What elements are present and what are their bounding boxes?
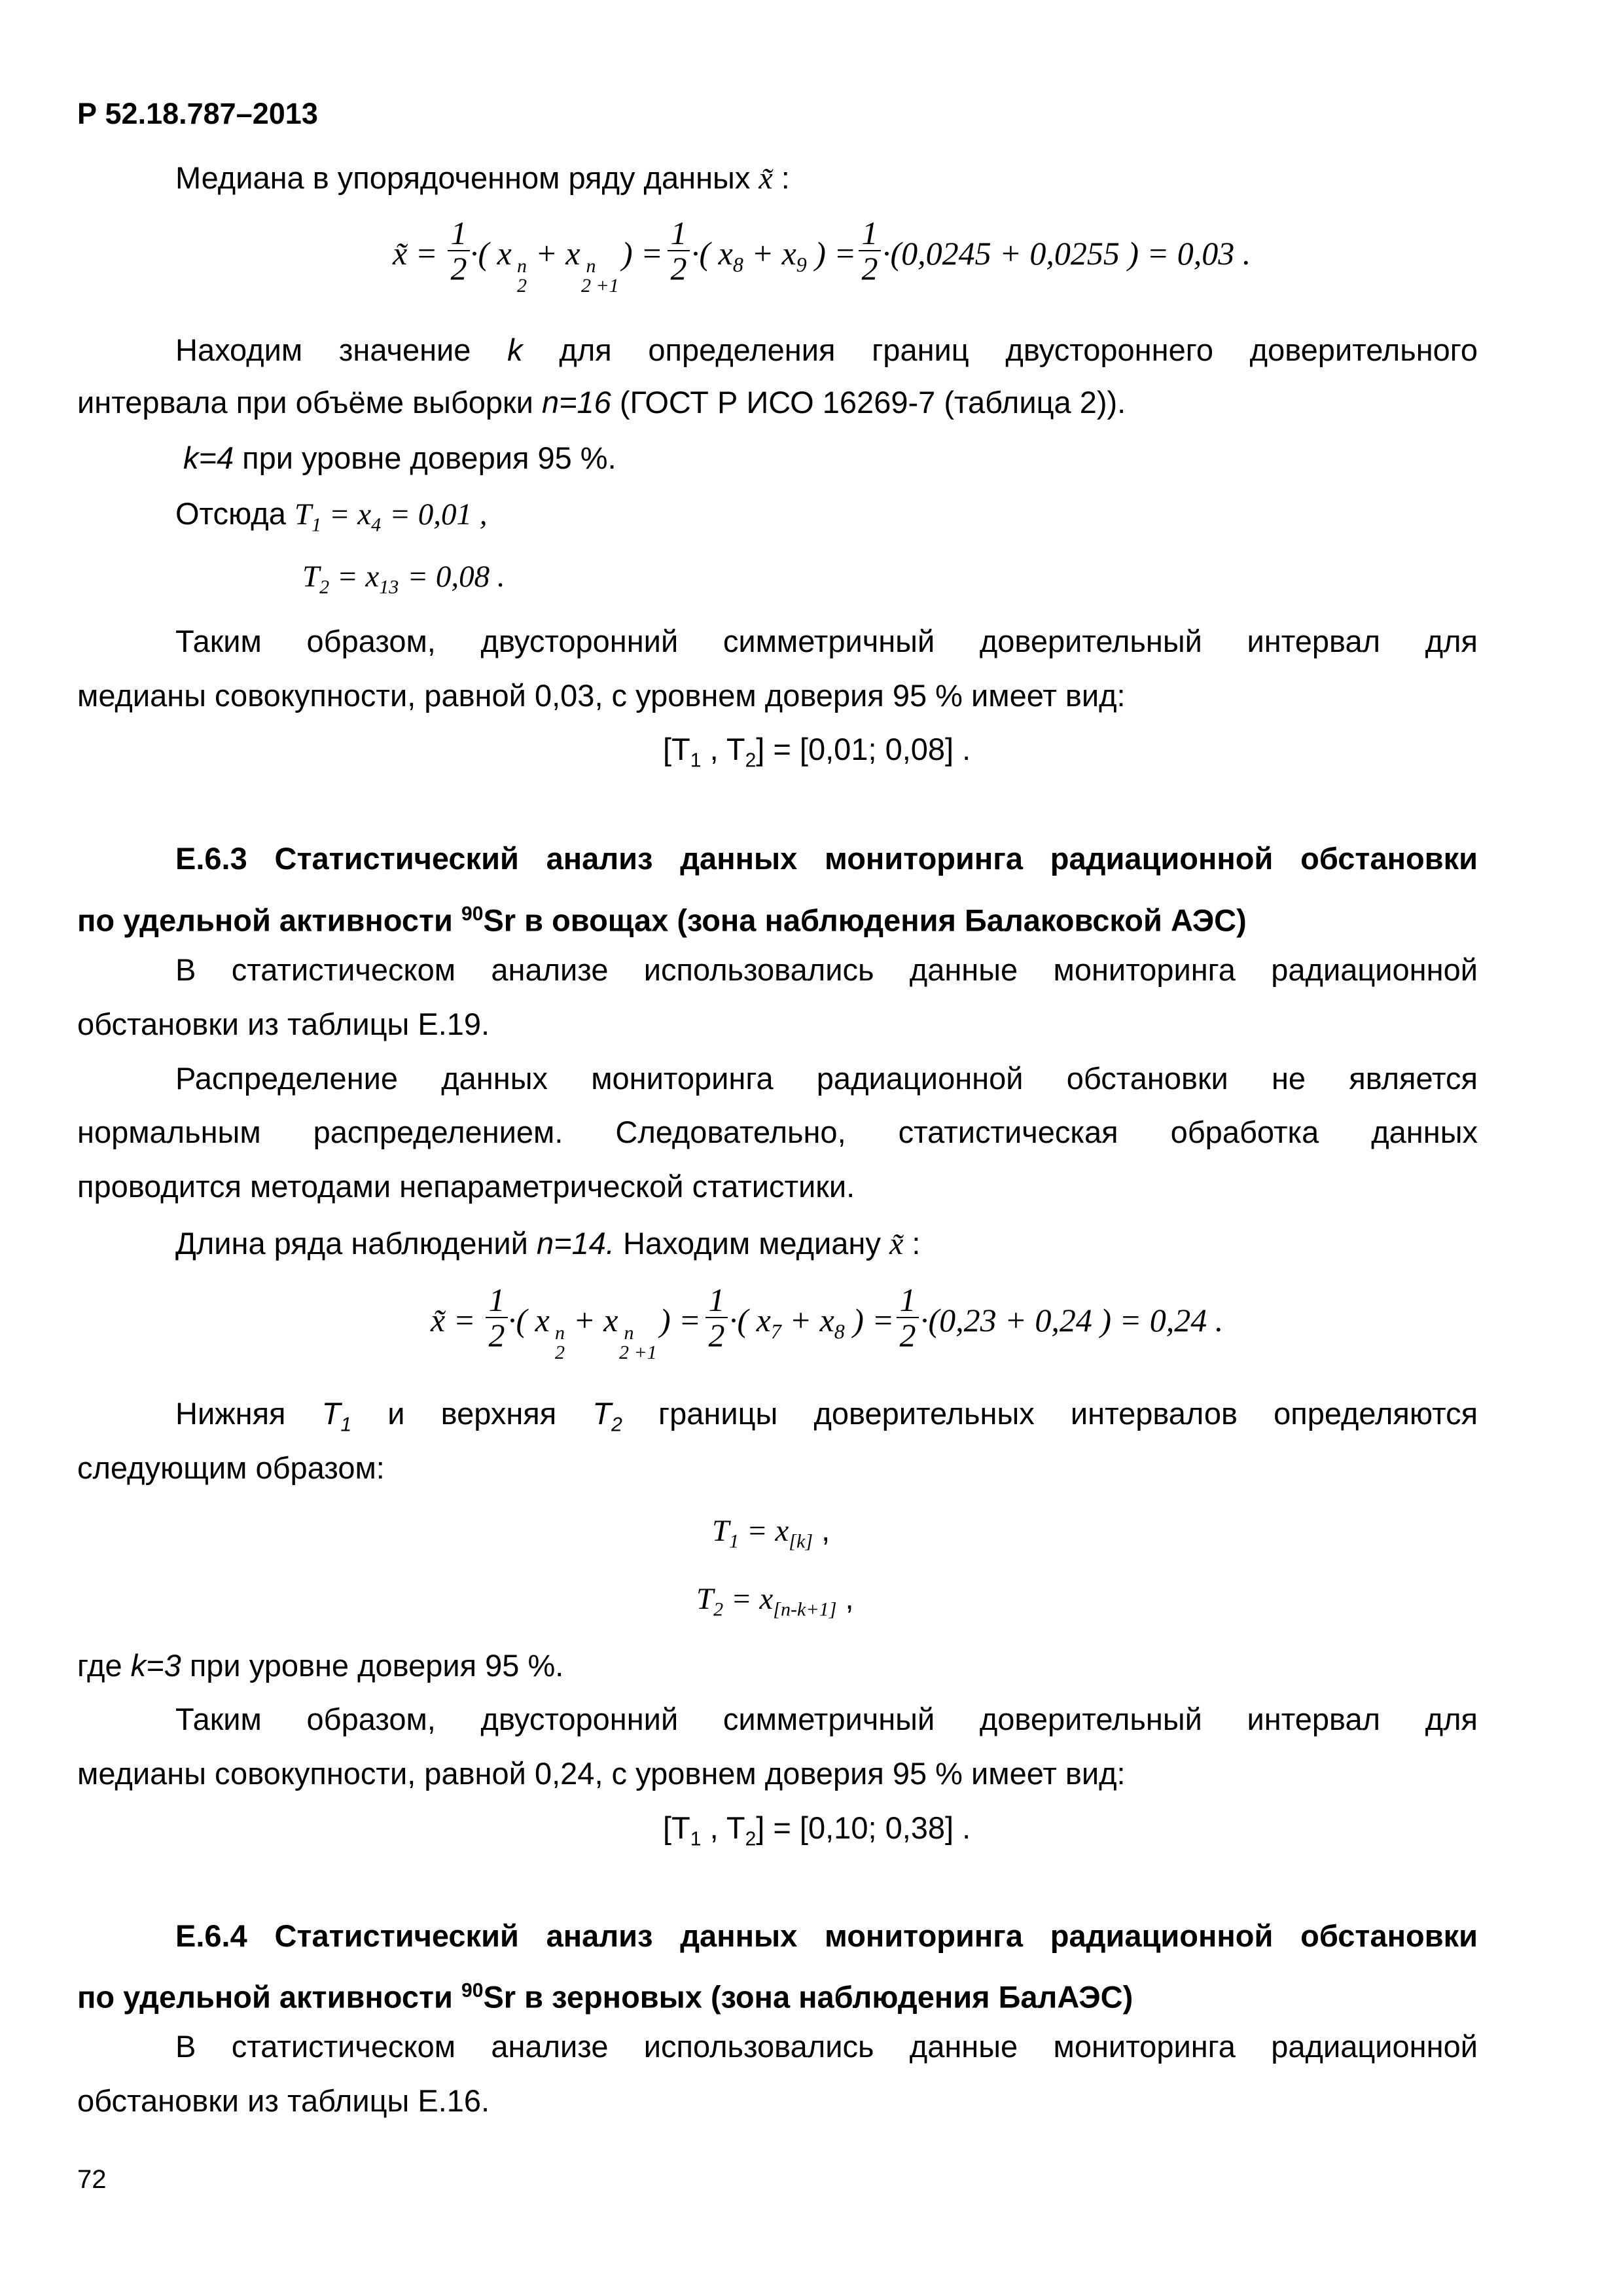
t2-line: $T_2 = x_{13} = 0,08$ . <box>302 560 505 598</box>
formula2-part1: ·( x <box>508 1302 550 1338</box>
x-tilde-symbol: x̃ <box>758 161 773 196</box>
page-number: 72 <box>77 2165 107 2194</box>
fraction-denominator: 2 <box>861 250 878 287</box>
e63-p2-line-2: нормальным распределением. Следовательно, статистическая обработка данных <box>77 1115 1478 1149</box>
k4-line: k=4 при уровне доверия 95 %. <box>183 440 616 475</box>
fraction-numerator: 1 <box>859 216 881 251</box>
formula1-lhs: x̃ = <box>393 235 438 272</box>
formula1-fraction-c <box>859 216 881 285</box>
median-intro-text: Медиана в упорядоченном ряду данных <box>175 160 751 195</box>
x-tilde-symbol: x̃ <box>889 1227 904 1261</box>
formula1-part3: ·(0,0245 + 0,0255 ) = 0,03 . <box>882 235 1251 272</box>
formula1-index-n-over-2: n 2 <box>517 255 527 296</box>
formula1-plus-x: + x <box>535 235 580 272</box>
e63-bounds-line-1: Нижняя $T_1$ и верхняя $T_2$ границы доверительных интервалов определяются <box>175 1396 1478 1436</box>
fraction-denominator: 2 <box>450 250 467 287</box>
formula1-fraction-b <box>668 216 690 285</box>
formula1-fraction-a <box>448 216 470 285</box>
fraction-denominator: 2 <box>670 250 687 287</box>
section-e64-title-line-2: по удельной активности $^{90}$Sr в зерновых (зона наблюдения БалАЭС) <box>77 1979 1133 2015</box>
fraction-numerator: 1 <box>897 1283 919 1318</box>
fraction-numerator: 1 <box>668 216 690 251</box>
k3-line: где k=3 при уровне доверия 95 %. <box>77 1648 564 1683</box>
formula2-fraction-b <box>705 1283 728 1352</box>
fraction-numerator: 1 <box>448 216 470 251</box>
t1-definition: $T_1 = x_{[k]}$ , <box>712 1513 830 1552</box>
find-k-line-1: Находим значение k для определения границ двустороннего доверительного <box>175 332 1478 367</box>
formula2-fraction-a <box>486 1283 508 1352</box>
t1-line: Отсюда $T_1 = x_4 = 0,01$ , <box>175 496 488 536</box>
formula2-part3: ·(0,23 + 0,24 ) = 0,24 . <box>920 1302 1224 1338</box>
fraction-numerator: 1 <box>705 1283 728 1318</box>
formula1-part1: ·( x <box>470 235 512 272</box>
e63-p1-line-2: обстановки из таблицы Е.19. <box>77 1007 490 1041</box>
fraction-denominator: 2 <box>708 1317 725 1354</box>
find-k-line-2: интервала при объёме выборки n=16 (ГОСТ Р ИСО 16269-7 (таблица 2)). <box>77 385 1126 420</box>
fraction-denominator: 2 <box>488 1317 505 1354</box>
formula2-lhs: x̃ = <box>431 1302 476 1338</box>
formula2-index-n-over-2: n 2 <box>555 1322 565 1363</box>
section-e63-title-line-1: Е.6.3 Статистический анализ данных мониторинга радиационной обстановки <box>175 841 1478 876</box>
conclusion-2-line-2: медианы совокупности, равной 0,24, с уровнем доверия 95 % имеет вид: <box>77 1756 1126 1791</box>
formula1-close: ) = <box>622 235 663 272</box>
formula2-part2: ·( $x_7 + x_8$ ) = <box>729 1302 895 1343</box>
fraction-denominator: 2 <box>899 1317 916 1354</box>
document-code: Р 52.18.787–2013 <box>77 97 318 130</box>
e63-p2-line-3: проводится методами непараметрической статистики. <box>77 1169 855 1204</box>
conclusion-1-line-2: медианы совокупности, равной 0,03, с уровнем доверия 95 % имеет вид: <box>77 678 1126 713</box>
formula2-fraction-c <box>897 1283 919 1352</box>
section-e64-title-line-1: Е.6.4 Статистический анализ данных мониторинга радиационной обстановки <box>175 1918 1478 1953</box>
section-e63-title-line-2: по удельной активности $^{90}$Sr в овощах (зона наблюдения Балаковской АЭС) <box>77 903 1247 938</box>
e63-p3-line: Длина ряда наблюдений n=14. Находим медиану x̃ : <box>175 1226 921 1261</box>
fraction-numerator: 1 <box>486 1283 508 1318</box>
interval-1: [$T_1$ , $T_2] = [0,01$; 0,08] . <box>663 732 971 772</box>
median-intro-line: Медиана в упорядоченном ряду данных x̃ : <box>175 160 790 196</box>
formula2-index-n-over-2-plus-1: n 2 +1 <box>619 1322 657 1363</box>
formula1-part2: ·( $x_8 + x_9$ ) = <box>691 235 857 276</box>
e64-p1-line-1: В статистическом анализе использовались данные мониторинга радиационной <box>175 2029 1478 2064</box>
e64-p1-line-2: обстановки из таблицы Е.16. <box>77 2083 490 2118</box>
formula1-index-n-over-2-plus-1: n 2 +1 <box>581 255 619 296</box>
conclusion-2-line-1: Таким образом, двусторонний симметричный доверительный интервал для <box>175 1702 1478 1736</box>
conclusion-1-line-1: Таким образом, двусторонний симметричный доверительный интервал для <box>175 624 1478 658</box>
e63-bounds-line-2: следующим образом: <box>77 1450 385 1485</box>
e63-p2-line-1: Распределение данных мониторинга радиационной обстановки не является <box>175 1061 1478 1096</box>
t2-definition: $T_2 = x_{[n-k+1]}$ , <box>696 1581 854 1621</box>
interval-2: [$T_1$ , $T_2] = [0,10$; 0,38] . <box>663 1810 971 1850</box>
formula2-plus-x: + x <box>573 1302 618 1338</box>
formula2-close: ) = <box>660 1302 701 1338</box>
e63-p1-line-1: В статистическом анализе использовались данные мониторинга радиационной <box>175 952 1478 987</box>
